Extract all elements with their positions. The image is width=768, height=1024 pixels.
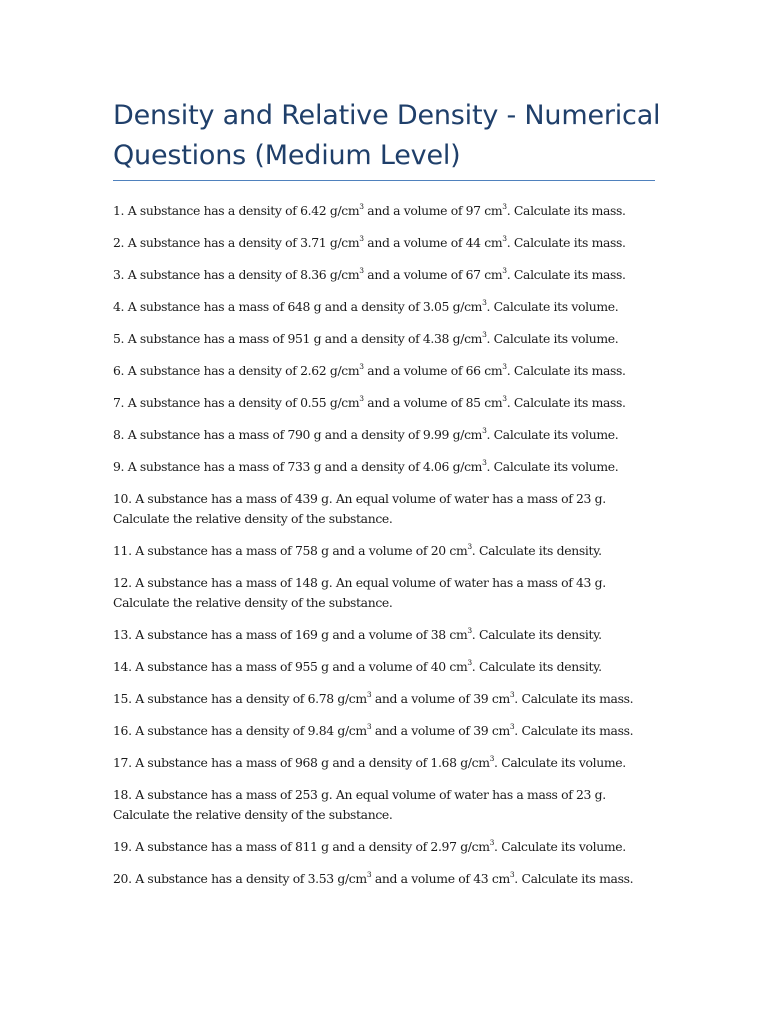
question-item: 13. A substance has a mass of 169 g and a volume of 38 $cm^3$. Calculate its density. xyxy=(113,625,602,642)
page-title: Density and Relative Density - Numerical Questions (Medium Level) xyxy=(113,100,661,171)
question-item: 7. A substance has a density of 0.55 $g/cm^3$ and a volume of 85 $cm^3$. Calculate its mass. xyxy=(113,393,626,410)
question-item: 8. A substance has a mass of 790 g and a density of 9.99 $g/cm^3$. Calculate its volume. xyxy=(113,425,619,442)
question-item: 20. A substance has a density of 3.53 $g/cm^3$ and a volume of 43 $cm^3$. Calculate its mass. xyxy=(113,869,634,886)
cubic-superscript: 3 xyxy=(509,869,515,879)
cubic-superscript: 3 xyxy=(467,625,472,635)
question-item: 14. A substance has a mass of 955 g and a volume of 40 $cm^3$. Calculate its density. xyxy=(113,657,602,674)
question-item: 18. A substance has a mass of 253 g. An equal volume of water has a mass of 23 g. Calculate the relative density of the substance. xyxy=(113,787,606,822)
cubic-superscript: 3 xyxy=(482,425,487,435)
question-item: 19. A substance has a mass of 811 g and a density of 2.97 $g/cm^3$. Calculate its volume. xyxy=(113,837,626,854)
question-item: 6. A substance has a density of 2.62 $g/cm^3$ and a volume of 66 $cm^3$. Calculate its mass. xyxy=(113,361,626,378)
title-underline xyxy=(113,180,655,181)
cubic-superscript: 3 xyxy=(489,837,495,847)
question-item: 17. A substance has a mass of 968 g and a density of 1.68 $g/cm^3$. Calculate its volume. xyxy=(113,753,626,770)
cubic-superscript: 3 xyxy=(502,393,507,403)
question-item: 5. A substance has a mass of 951 g and a density of 4.38 $g/cm^3$. Calculate its volume. xyxy=(113,329,619,346)
cubic-superscript: 3 xyxy=(366,689,372,699)
question-item: 15. A substance has a density of 6.78 $g/cm^3$ and a volume of 39 $cm^3$. Calculate its mass. xyxy=(113,689,634,706)
cubic-superscript: 3 xyxy=(509,721,515,731)
question-item: 10. A substance has a mass of 439 g. An equal volume of water has a mass of 23 g. Calculate the relative density of the substance. xyxy=(113,491,606,526)
question-item: 12. A substance has a mass of 148 g. An equal volume of water has a mass of 43 g. Calculate the relative density of the substance. xyxy=(113,575,606,610)
cubic-superscript: 3 xyxy=(502,361,507,371)
question-item: 3. A substance has a density of 8.36 $g/cm^3$ and a volume of 67 $cm^3$. Calculate its mass. xyxy=(113,265,626,282)
cubic-superscript: 3 xyxy=(359,233,364,243)
cubic-superscript: 3 xyxy=(502,201,507,211)
cubic-superscript: 3 xyxy=(482,329,487,339)
cubic-superscript: 3 xyxy=(502,265,507,275)
cubic-superscript: 3 xyxy=(482,297,487,307)
cubic-superscript: 3 xyxy=(502,233,507,243)
question-list xyxy=(113,201,658,901)
question-item: 1. A substance has a density of 6.42 $g/cm^3$ and a volume of 97 $cm^3$. Calculate its mass. xyxy=(113,201,626,218)
cubic-superscript: 3 xyxy=(366,721,372,731)
cubic-superscript: 3 xyxy=(482,457,487,467)
cubic-superscript: 3 xyxy=(359,361,364,371)
question-item: 4. A substance has a mass of 648 g and a density of 3.05 $g/cm^3$. Calculate its volume. xyxy=(113,297,619,314)
cubic-superscript: 3 xyxy=(366,869,372,879)
cubic-superscript: 3 xyxy=(509,689,515,699)
cubic-superscript: 3 xyxy=(467,541,472,551)
cubic-superscript: 3 xyxy=(489,753,495,763)
question-item: 9. A substance has a mass of 733 g and a density of 4.06 $g/cm^3$. Calculate its volume. xyxy=(113,457,619,474)
cubic-superscript: 3 xyxy=(467,657,472,667)
cubic-superscript: 3 xyxy=(359,393,364,403)
question-item: 11. A substance has a mass of 758 g and a volume of 20 $cm^3$. Calculate its density. xyxy=(113,541,602,558)
cubic-superscript: 3 xyxy=(359,265,364,275)
cubic-superscript: 3 xyxy=(359,201,364,211)
question-item: 16. A substance has a density of 9.84 $g/cm^3$ and a volume of 39 $cm^3$. Calculate its mass. xyxy=(113,721,634,738)
question-item: 2. A substance has a density of 3.71 $g/cm^3$ and a volume of 44 $cm^3$. Calculate its mass. xyxy=(113,233,626,250)
